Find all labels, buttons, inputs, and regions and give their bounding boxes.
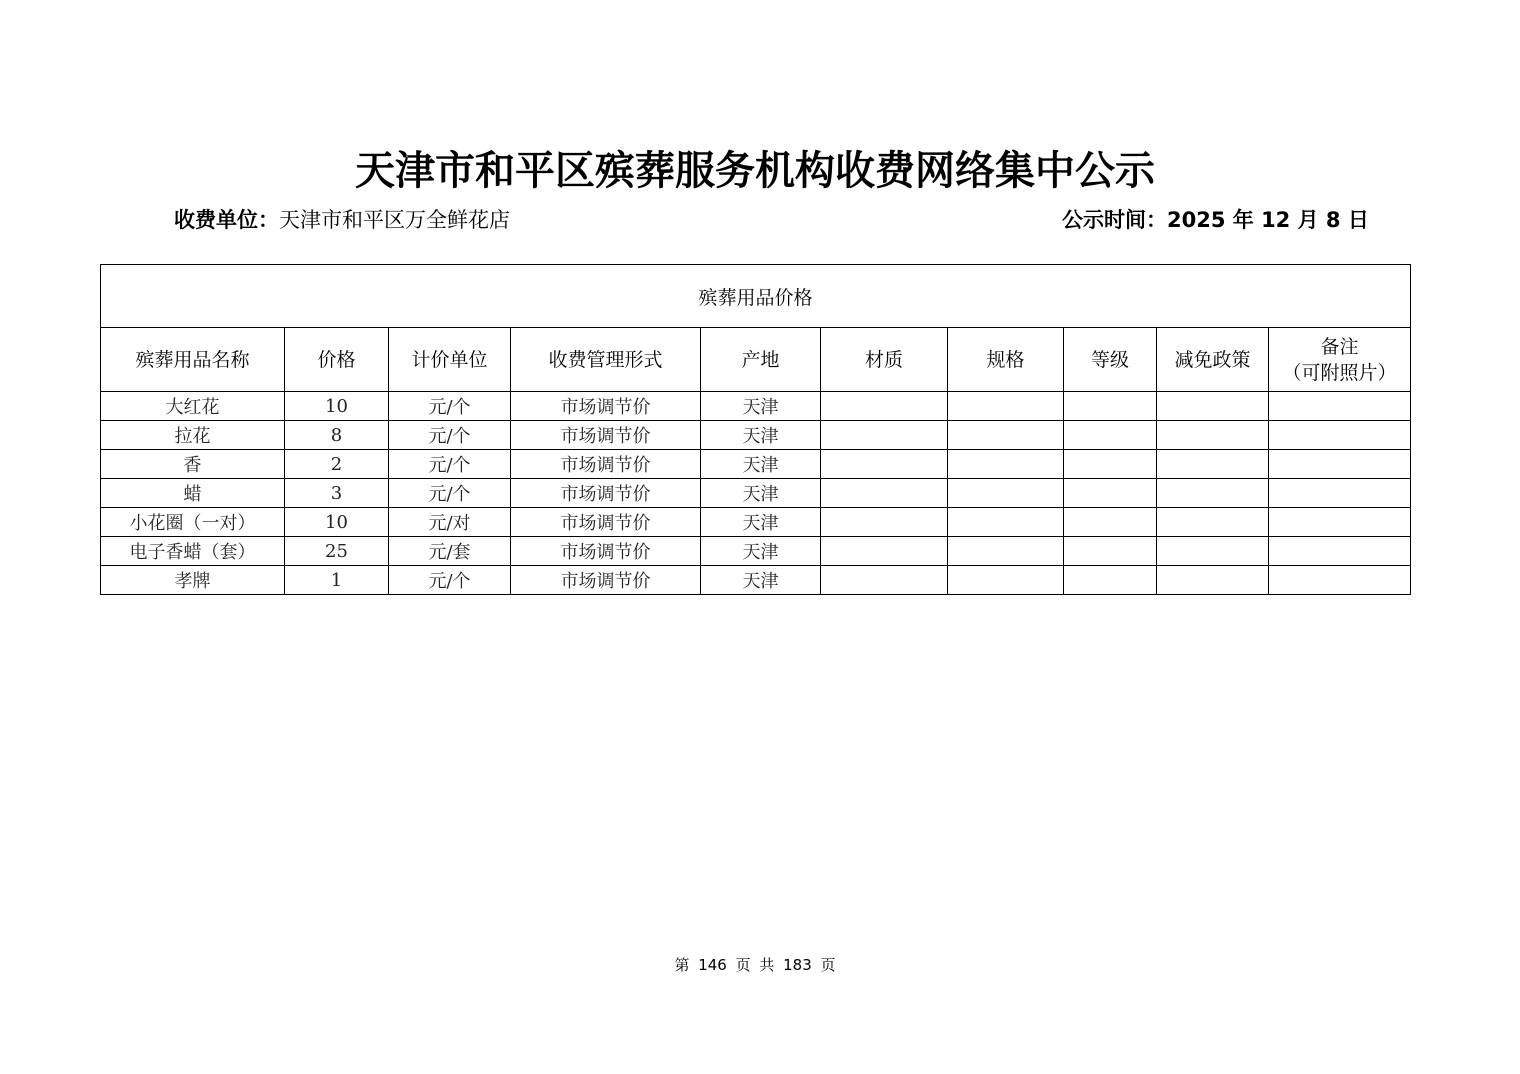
item-material-cell	[821, 508, 948, 537]
item-material-cell	[821, 479, 948, 508]
item-origin-cell: 天津	[701, 566, 821, 595]
item-grade-cell	[1064, 566, 1157, 595]
item-discount-policy-cell	[1157, 566, 1269, 595]
remarks-line-1: 备注	[1320, 335, 1359, 358]
item-material-cell	[821, 421, 948, 450]
item-name-cell: 孝牌	[101, 566, 285, 595]
item-remarks-cell	[1269, 479, 1411, 508]
item-origin-cell: 天津	[701, 508, 821, 537]
table-row	[101, 392, 1411, 421]
item-material-cell	[821, 566, 948, 595]
item-price-cell: 25	[285, 537, 389, 566]
item-price-cell: 1	[285, 566, 389, 595]
publish-date-value: 2025 年 12 月 8 日	[1167, 208, 1369, 232]
col-header-remarks	[1269, 328, 1411, 392]
item-pricing-form-cell: 市场调节价	[511, 392, 701, 421]
item-price-cell: 2	[285, 450, 389, 479]
item-remarks-cell	[1269, 421, 1411, 450]
item-remarks-cell	[1269, 537, 1411, 566]
item-spec-cell	[948, 421, 1064, 450]
item-origin-cell: 天津	[701, 537, 821, 566]
item-unit-cell: 元/个	[389, 392, 511, 421]
fee-unit-label: 收费单位：	[174, 208, 279, 232]
item-pricing-form-cell: 市场调节价	[511, 450, 701, 479]
item-material-cell	[821, 537, 948, 566]
item-price-cell: 8	[285, 421, 389, 450]
item-origin-cell: 天津	[701, 450, 821, 479]
table-row	[101, 450, 1411, 479]
item-grade-cell	[1064, 392, 1157, 421]
table-header-row	[101, 328, 1411, 392]
item-name-cell: 香	[101, 450, 285, 479]
item-discount-policy-cell	[1157, 392, 1269, 421]
item-grade-cell	[1064, 421, 1157, 450]
publish-date-label: 公示时间：	[1062, 208, 1167, 232]
col-header-pricing-form: 收费管理形式	[511, 328, 701, 392]
item-spec-cell	[948, 537, 1064, 566]
item-discount-policy-cell	[1157, 421, 1269, 450]
item-pricing-form-cell: 市场调节价	[511, 566, 701, 595]
item-unit-cell: 元/个	[389, 450, 511, 479]
item-grade-cell	[1064, 508, 1157, 537]
col-header-origin: 产地	[701, 328, 821, 392]
item-remarks-cell	[1269, 392, 1411, 421]
item-pricing-form-cell: 市场调节价	[511, 537, 701, 566]
page-number: 第 146 页 共 183 页	[674, 956, 836, 974]
item-name-cell: 电子香蜡（套）	[101, 537, 285, 566]
item-remarks-cell	[1269, 508, 1411, 537]
table-caption: 殡葬用品价格	[101, 265, 1411, 328]
table-row	[101, 479, 1411, 508]
item-discount-policy-cell	[1157, 508, 1269, 537]
item-material-cell	[821, 450, 948, 479]
item-price-cell: 3	[285, 479, 389, 508]
page-title: 天津市和平区殡葬服务机构收费网络集中公示	[355, 147, 1155, 194]
fee-unit-value: 天津市和平区万全鲜花店	[279, 208, 510, 232]
item-unit-cell: 元/个	[389, 566, 511, 595]
item-name-cell: 小花圈（一对）	[101, 508, 285, 537]
item-grade-cell	[1064, 537, 1157, 566]
item-origin-cell: 天津	[701, 392, 821, 421]
item-name-cell: 蜡	[101, 479, 285, 508]
item-unit-cell: 元/个	[389, 479, 511, 508]
col-header-price: 价格	[285, 328, 389, 392]
item-material-cell	[821, 392, 948, 421]
fee-unit	[174, 205, 510, 235]
item-name-cell: 大红花	[101, 392, 285, 421]
item-discount-policy-cell	[1157, 479, 1269, 508]
item-unit-cell: 元/套	[389, 537, 511, 566]
price-table	[100, 264, 1411, 595]
col-header-name: 殡葬用品名称	[101, 328, 285, 392]
item-pricing-form-cell: 市场调节价	[511, 421, 701, 450]
item-unit-cell: 元/对	[389, 508, 511, 537]
item-grade-cell	[1064, 450, 1157, 479]
item-pricing-form-cell: 市场调节价	[511, 479, 701, 508]
item-origin-cell: 天津	[701, 421, 821, 450]
item-spec-cell	[948, 450, 1064, 479]
item-unit-cell: 元/个	[389, 421, 511, 450]
table-row	[101, 421, 1411, 450]
col-header-discount-policy: 减免政策	[1157, 328, 1269, 392]
item-name-cell: 拉花	[101, 421, 285, 450]
table-row	[101, 508, 1411, 537]
remarks-line-2: （可附照片）	[1282, 361, 1397, 384]
item-origin-cell: 天津	[701, 479, 821, 508]
col-header-unit: 计价单位	[389, 328, 511, 392]
table-row	[101, 566, 1411, 595]
item-remarks-cell	[1269, 450, 1411, 479]
item-price-cell: 10	[285, 508, 389, 537]
item-spec-cell	[948, 392, 1064, 421]
item-pricing-form-cell: 市场调节价	[511, 508, 701, 537]
col-header-grade: 等级	[1064, 328, 1157, 392]
item-spec-cell	[948, 479, 1064, 508]
col-header-material: 材质	[821, 328, 948, 392]
item-spec-cell	[948, 508, 1064, 537]
col-header-spec: 规格	[948, 328, 1064, 392]
item-grade-cell	[1064, 479, 1157, 508]
item-discount-policy-cell	[1157, 537, 1269, 566]
item-remarks-cell	[1269, 566, 1411, 595]
table-row	[101, 537, 1411, 566]
item-discount-policy-cell	[1157, 450, 1269, 479]
item-price-cell: 10	[285, 392, 389, 421]
item-spec-cell	[948, 566, 1064, 595]
publish-date	[1062, 205, 1369, 235]
table-caption-row	[101, 265, 1411, 328]
